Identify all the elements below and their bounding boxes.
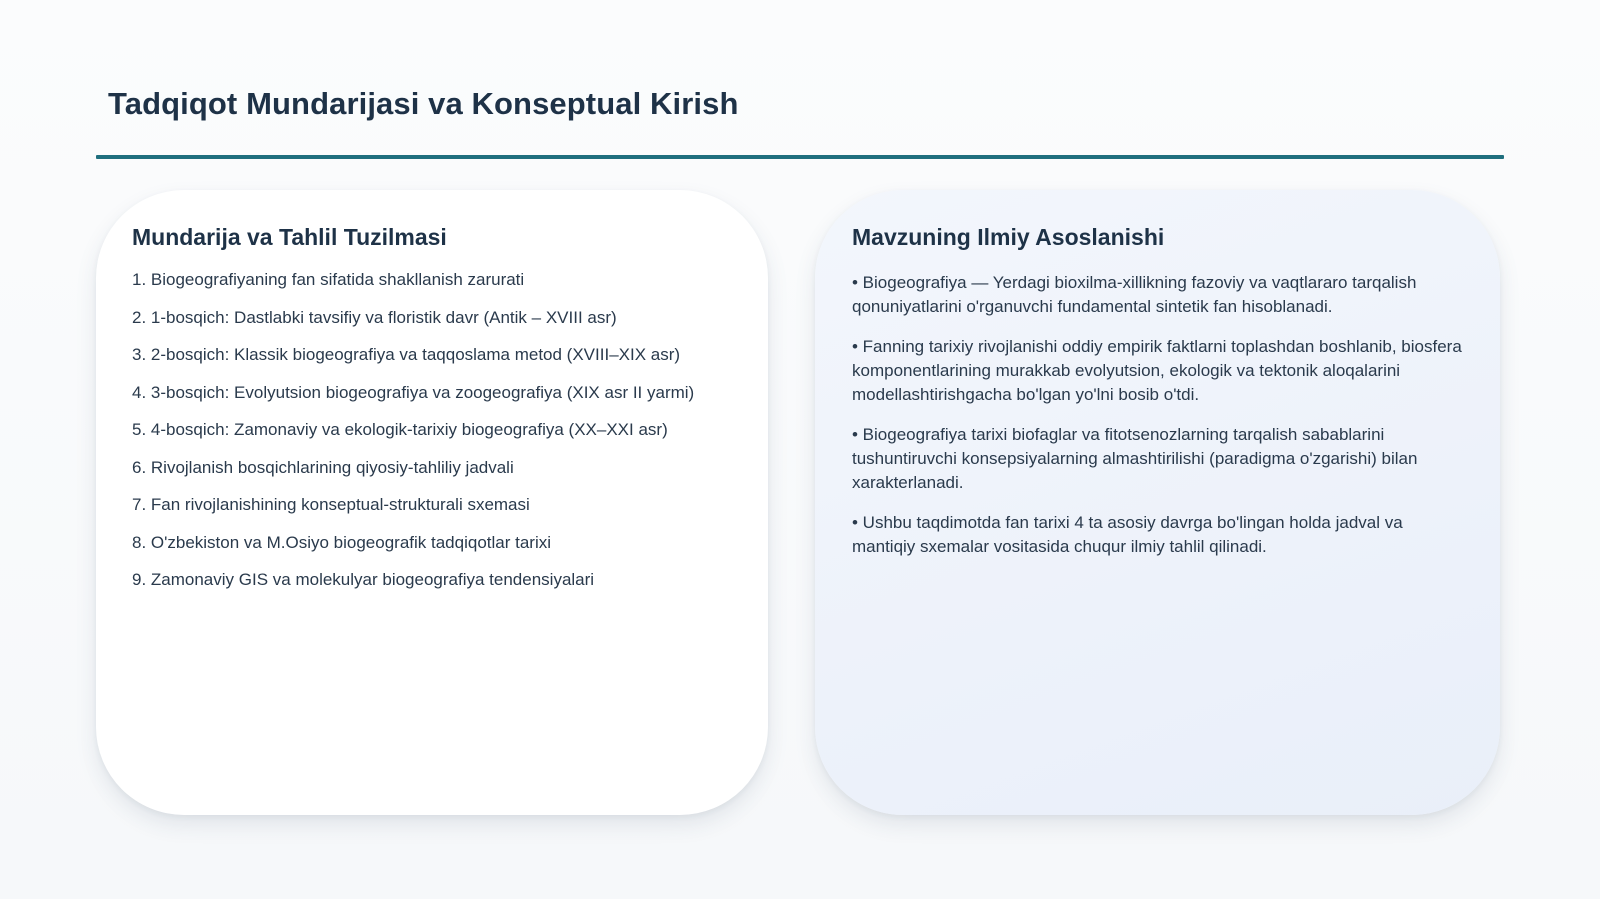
toc-heading: Mundarija va Tahlil Tuzilmasi	[132, 224, 447, 250]
table-of-contents-card	[96, 190, 768, 815]
toc-item: 2. 1-bosqich: Dastlabki tavsifiy va floristik davr (Antik – XVIII asr)	[132, 307, 617, 327]
toc-item: 6. Rivojlanish bosqichlarining qiyosiy-tahliliy jadvali	[132, 457, 514, 477]
rationale-bullet-list	[852, 271, 1470, 559]
toc-list	[132, 269, 768, 591]
rationale-heading: Mavzuning Ilmiy Asoslanishi	[852, 224, 1165, 250]
toc-item: 5. 4-bosqich: Zamonaviy va ekologik-tarixiy biogeografiya (XX–XXI asr)	[132, 420, 668, 439]
toc-item: 9. Zamonaviy GIS va molekulyar biogeografiya tendensiyalari	[132, 570, 595, 589]
rationale-bullet: • Ushbu taqdimotda fan tarixi 4 ta asosiy davrga bo'lingan holda jadval va mantiqiy sxemalar vositasida chuqur ilmiy tahlil qilinadi.	[852, 513, 1403, 556]
rationale-bullet: • Fanning tarixiy rivojlanishi oddiy empirik faktlarni toplashdan boshlanib, biosfera komponentlarining murakkab evolyutsion, ekologik va tektonik aloqalarini modellashtirishgacha bo'lgan yo'lni bosib o'tdi.	[852, 337, 1462, 404]
slide-title: Tadqiqot Mundarijasi va Konseptual Kirish	[108, 86, 739, 121]
toc-item: 4. 3-bosqich: Evolyutsion biogeografiya va zoogeografiya (XIX asr II yarmi)	[132, 382, 695, 402]
toc-item: 3. 2-bosqich: Klassik biogeografiya va taqqoslama metod (XVIII–XIX asr)	[132, 345, 681, 364]
toc-item: 1. Biogeografiyaning fan sifatida shakllanish zarurati	[132, 270, 525, 289]
scientific-rationale-card	[815, 190, 1500, 815]
toc-item: 7. Fan rivojlanishining konseptual-strukturali sxemasi	[132, 495, 530, 514]
rationale-bullet: • Biogeografiya — Yerdagi bioxilma-xillikning fazoviy va vaqtlararo tarqalish qonuniyatlarini o'rganuvchi fundamental sintetik fan hisoblanadi.	[852, 273, 1417, 316]
title-divider	[96, 155, 1504, 159]
toc-item: 8. O'zbekiston va M.Osiyo biogeografik tadqiqotlar tarixi	[132, 532, 551, 552]
rationale-bullet: • Biogeografiya tarixi biofaglar va fitotsenozlarning tarqalish sabablarini tushuntiruvchi konsepsiyalarning almashtirilishi (paradigma o'zgarishi) bilan xarakterlanadi.	[852, 425, 1418, 492]
